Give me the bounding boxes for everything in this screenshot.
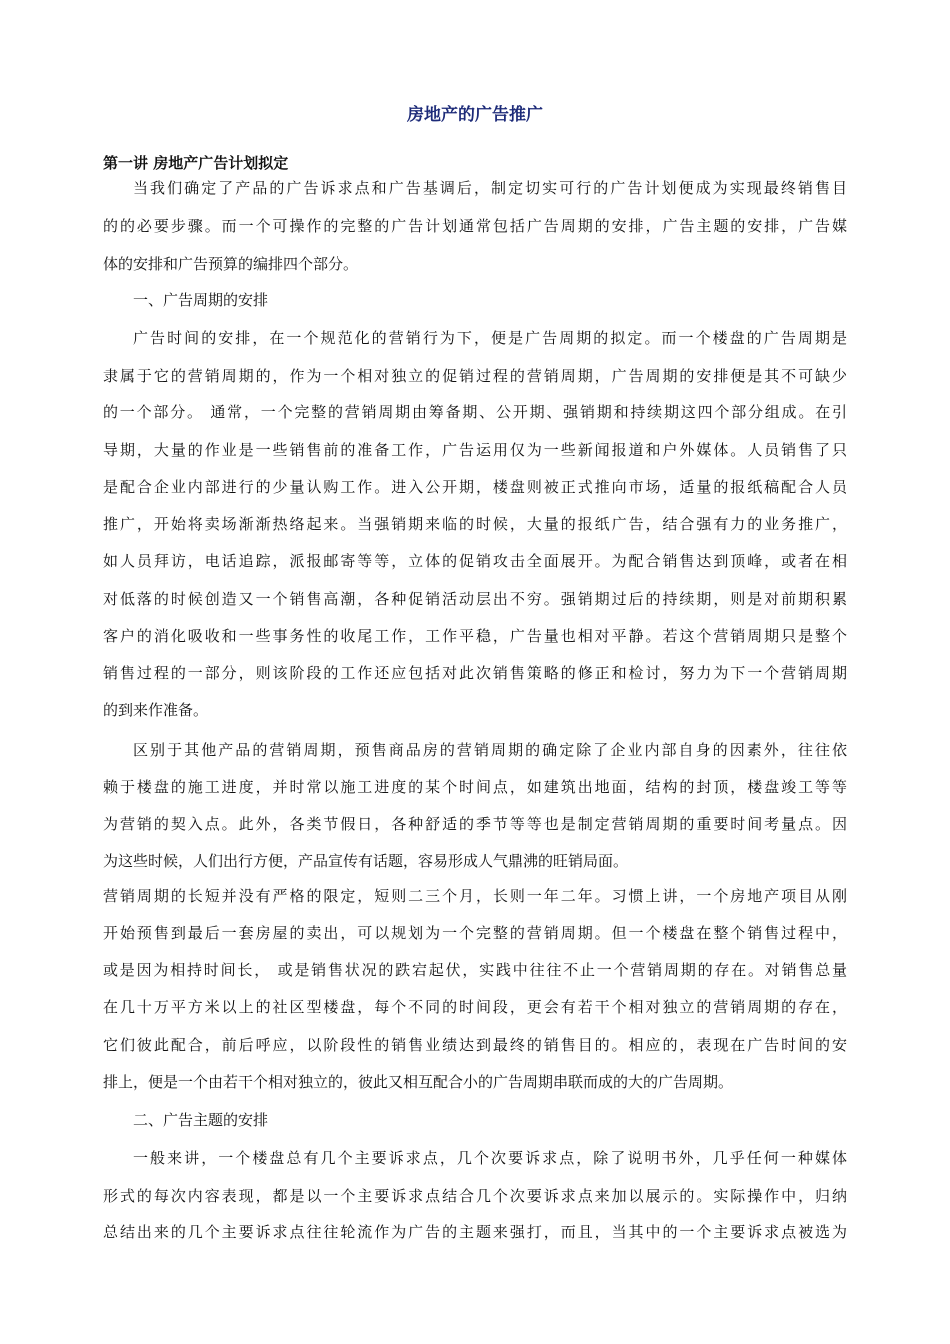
document-title: 房地产的广告推广 <box>407 105 543 125</box>
body-line: 为这些时候，人们出行方便，产品宣传有话题，容易形成人气鼎沸的旺销局面。 <box>103 852 629 870</box>
body-line: 导期，大量的作业是一些销售前的准备工作，广告运用仅为一些新闻报道和户外媒体。人员销售了只 <box>103 441 847 459</box>
body-line: 当我们确定了产品的广告诉求点和广告基调后，制定切实可行的广告计划便成为实现最终销售目 <box>133 179 847 197</box>
body-line: 的一个部分。 通常，一个完整的营销周期由筹备期、公开期、强销期和持续期这四个部分组成。在引 <box>103 403 847 421</box>
body-line: 是配合企业内部进行的少量认购工作。进入公开期，楼盘则被正式推向市场，适量的报纸稿配合人员 <box>103 478 847 496</box>
body-line: 广告时间的安排，在一个规范化的营销行为下，便是广告周期的拟定。而一个楼盘的广告周期是 <box>133 329 847 347</box>
body-line: 推广，开始将卖场渐渐热络起来。当强销期来临的时候，大量的报纸广告，结合强有力的业务推广， <box>103 515 847 533</box>
body-line: 的到来作准备。 <box>103 701 209 719</box>
body-line: 或是因为相持时间长， 或是销售状况的跌宕起伏，实践中往往不止一个营销周期的存在。对销售总量 <box>103 961 847 979</box>
body-line: 如人员拜访，电话追踪，派报邮寄等等，立体的促销攻击全面展开。为配合销售达到顶峰，或者在相 <box>103 552 847 570</box>
body-line: 在几十万平方米以上的社区型楼盘，每个不同的时间段，更会有若干个相对独立的营销周期的存在， <box>103 998 847 1016</box>
body-line: 销售过程的一部分，则该阶段的工作还应包括对此次销售策略的修正和检讨，努力为下一个营销周期 <box>103 664 847 682</box>
body-line: 它们彼此配合，前后呼应，以阶段性的销售业绩达到最终的销售目的。相应的，表现在广告时间的安 <box>103 1036 847 1054</box>
body-line: 总结出来的几个主要诉求点往往轮流作为广告的主题来强打，而且，当其中的一个主要诉求点被选为 <box>103 1223 847 1241</box>
body-line: 形式的每次内容表现，都是以一个主要诉求点结合几个次要诉求点来加以展示的。实际操作中，归纳 <box>103 1187 847 1205</box>
lecture-heading: 第一讲 房地产广告计划拟定 <box>103 154 289 172</box>
body-line: 对低落的时候创造又一个销售高潮，各种促销活动层出不穷。强销期过后的持续期，则是对前期积累 <box>103 590 847 608</box>
body-line: 区别于其他产品的营销周期，预售商品房的营销周期的确定除了企业内部自身的因素外，往往依 <box>133 741 847 759</box>
body-line: 开始预售到最后一套房屋的卖出，可以规划为一个完整的营销周期。但一个楼盘在整个销售过程中， <box>103 924 847 942</box>
body-line: 隶属于它的营销周期的，作为一个相对独立的促销过程的营销周期，广告周期的安排便是其不可缺少 <box>103 367 847 385</box>
body-line: 为营销的契入点。此外，各类节假日，各种舒适的季节等等也是制定营销周期的重要时间考量点。因 <box>103 815 847 833</box>
body-line: 赖于楼盘的施工进度，并时常以施工进度的某个时间点，如建筑出地面，结构的封顶，楼盘竣工等等 <box>103 778 847 796</box>
body-line: 营销周期的长短并没有严格的限定，短则二三个月，长则一年二年。习惯上讲，一个房地产项目从刚 <box>103 887 847 905</box>
body-line: 排上，便是一个由若干个相对独立的，彼此又相互配合小的广告周期串联而成的大的广告周期。 <box>103 1073 734 1091</box>
body-line: 的的必要步骤。而一个可操作的完整的广告计划通常包括广告周期的安排，广告主题的安排，广告媒 <box>103 217 847 235</box>
body-line: 客户的消化吸收和一些事务性的收尾工作，工作平稳，广告量也相对平静。若这个营销周期只是整个 <box>103 627 847 645</box>
section-heading: 一、广告周期的安排 <box>133 291 269 309</box>
body-line: 一般来讲，一个楼盘总有几个主要诉求点，几个次要诉求点，除了说明书外，几乎任何一种媒体 <box>133 1149 847 1167</box>
body-line: 体的安排和广告预算的编排四个部分。 <box>103 255 359 273</box>
section-heading: 二、广告主题的安排 <box>133 1111 269 1129</box>
